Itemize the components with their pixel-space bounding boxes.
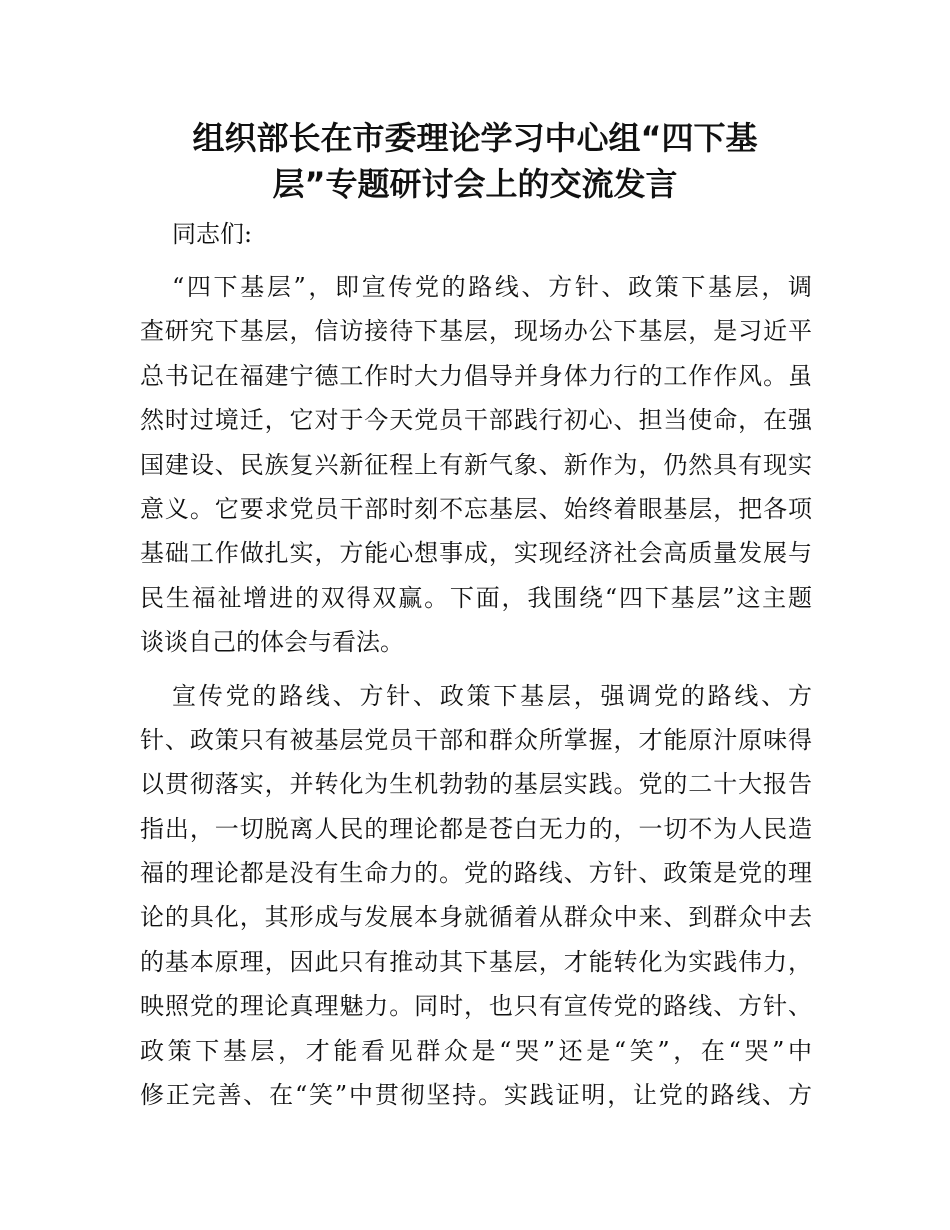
- document-title: [140, 115, 810, 207]
- text-line: 指出，一切脱离人民的理论都是苍白无力的，一切不为人民造: [140, 814, 812, 843]
- text-line: 以贯彻落实，并转化为生机勃勃的基层实践。党的二十大报告: [140, 770, 812, 799]
- text-line: 福的理论都是没有生命力的。党的路线、方针、政策是党的理: [140, 859, 812, 888]
- salutation: 同志们:: [172, 220, 253, 248]
- text-line: 映照党的理论真理魅力。同时，也只有宣传党的路线、方针、: [140, 992, 812, 1021]
- document-body: [140, 212, 812, 1117]
- paragraph-1: [140, 265, 812, 665]
- text-line: 论的具化，其形成与发展本身就循着从群众中来、到群众中去: [140, 903, 812, 932]
- text-line: 修正完善、在“笑”中贯彻坚持。实践证明，让党的路线、方: [140, 1081, 812, 1110]
- text-line: 国建设、民族复兴新征程上有新气象、新作为，仍然具有现实: [140, 450, 812, 479]
- paragraph-2: [140, 674, 812, 1118]
- text-line: 然时过境迁，它对于今天党员干部践行初心、担当使命，在强: [140, 406, 812, 435]
- text-line: 的基本原理，因此只有推动其下基层，才能转化为实践伟力，: [140, 947, 812, 976]
- text-line: 总书记在福建宁德工作时大力倡导并身体力行的工作作风。虽: [140, 361, 812, 390]
- text-line: “四下基层”，即宣传党的路线、方针、政策下基层，调: [172, 273, 812, 301]
- text-line: 查研究下基层，信访接待下基层，现场办公下基层，是习近平: [140, 317, 812, 346]
- text-line: 基础工作做扎实，方能心想事成，实现经济社会高质量发展与: [140, 539, 812, 568]
- text-line: 宣传党的路线、方针、政策下基层，强调党的路线、方: [172, 681, 812, 710]
- text-line: 意义。它要求党员干部时刻不忘基层、始终着眼基层，把各项: [140, 494, 812, 523]
- text-line: 针、政策只有被基层党员干部和群众所掌握，才能原汁原味得: [140, 725, 812, 754]
- title-line-2: 层”专题研讨会上的交流发言: [272, 165, 678, 203]
- text-line: 谈谈自己的体会与看法。: [140, 628, 404, 657]
- title-line-1: 组织部长在市委理论学习中心组“四下基: [192, 119, 758, 157]
- text-line: 政策下基层，才能看见群众是“哭”还是“笑”，在“哭”中: [140, 1036, 812, 1065]
- text-line: 民生福祉增进的双得双赢。下面，我围绕“四下基层”这主题: [140, 583, 812, 612]
